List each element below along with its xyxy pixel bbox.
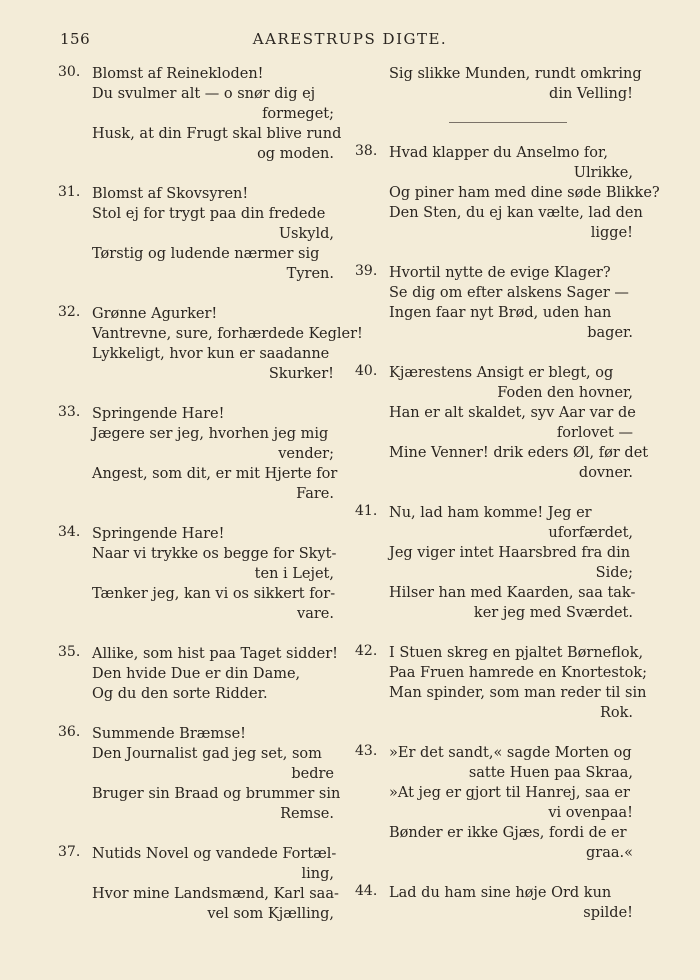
- stanza: [355, 363, 649, 483]
- poem-line: Tørstig og ludende nærmer sig: [92, 246, 320, 262]
- poem-line-continuation: Skurker!: [268, 366, 334, 382]
- stanza-number: 34.: [58, 524, 81, 540]
- poem-line: Mine Venner! drik eders Øl, før det: [389, 445, 649, 461]
- poem-line: Kjærestens Ansigt er blegt, og: [389, 365, 614, 381]
- poem-line: Den Journalist gad jeg set, som: [92, 746, 322, 762]
- poem-line: Stol ej for trygt paa din fredede: [92, 206, 326, 222]
- poem-line: Hvad klapper du Anselmo for,: [389, 145, 608, 161]
- poem-line: »At jeg er gjort til Hanrej, saa er: [389, 785, 630, 801]
- stanza: [355, 503, 637, 623]
- poem-line: Ingen faar nyt Brød, uden han: [389, 305, 612, 321]
- poem-line-continuation: satte Huen paa Skraa,: [468, 765, 633, 781]
- stanza-number: 41.: [355, 503, 378, 519]
- stanza: [355, 143, 660, 243]
- poem-line-continuation: ker jeg med Sværdet.: [473, 605, 633, 621]
- stanza: [355, 263, 637, 343]
- stanza-number: 35.: [58, 644, 81, 660]
- poem-line: Springende Hare!: [92, 406, 225, 422]
- poem-line: Paa Fruen hamrede en Knortestok;: [389, 665, 648, 681]
- poem-line: Angest, som dit, er mit Hjerte for: [92, 466, 338, 482]
- poem-line-continuation: bager.: [587, 325, 633, 341]
- poem-line-continuation: graa.«: [586, 845, 633, 861]
- poem-line: Den hvide Due er din Dame,: [92, 666, 301, 682]
- poem-line-continuation: vel som Kjælling,: [207, 906, 334, 922]
- poem-line-continuation: ligge!: [590, 225, 633, 241]
- stanza-number: 30.: [58, 64, 81, 80]
- stanza-number: 31.: [58, 184, 81, 200]
- poem-line: Allike, som hist paa Taget sidder!: [92, 646, 339, 662]
- left-column: [58, 64, 363, 944]
- stanza: [58, 64, 342, 164]
- poem-line: Husk, at din Frugt skal blive rund: [92, 126, 342, 142]
- poem-line: Jeg viger intet Haarsbred fra din: [389, 545, 631, 561]
- stanza: [58, 404, 338, 504]
- stanza: [58, 644, 338, 704]
- right-column: [355, 64, 660, 943]
- poem-line: Summende Bræmse!: [92, 726, 246, 742]
- poem-line: Og du den sorte Ridder.: [92, 686, 268, 702]
- poem-line-continuation: vare.: [297, 606, 334, 622]
- poem-line-continuation: Foden den hovner,: [497, 385, 633, 401]
- poem-line: I Stuen skreg en pjaltet Børneflok,: [389, 645, 644, 661]
- stanza: [58, 304, 363, 384]
- stanza-number: 38.: [355, 143, 378, 159]
- page-number: 156: [60, 30, 91, 48]
- poem-line: Hilser han med Kaarden, saa tak-: [389, 585, 636, 601]
- poem-line: Du svulmer alt — o snør dig ej: [92, 86, 316, 102]
- poem-line: Naar vi trykke os begge for Skyt-: [92, 546, 337, 562]
- poem-line: Blomst af Skovsyren!: [92, 186, 249, 202]
- poem-line: Springende Hare!: [92, 526, 225, 542]
- poem-line: Hvor mine Landsmænd, Karl saa-: [92, 886, 339, 902]
- poem-line: Lykkeligt, hvor kun er saadanne: [92, 346, 330, 362]
- poem-line: Lad du ham sine høje Ord kun: [389, 885, 612, 901]
- poem-line-continuation: og moden.: [257, 146, 334, 162]
- stanza: [58, 844, 338, 924]
- stanza-number: 32.: [58, 304, 81, 320]
- poem-line: Vantrevne, sure, forhærdede Kegler!: [92, 326, 363, 342]
- poem-line: Bruger sin Braad og brummer sin: [92, 786, 341, 802]
- poem-line: Grønne Agurker!: [92, 306, 218, 322]
- poem-line: Den Sten, du ej kan vælte, lad den: [389, 205, 643, 221]
- poem-line-continuation: Fare.: [296, 486, 334, 502]
- poem-line: Hvortil nytte de evige Klager?: [389, 265, 611, 281]
- poem-line-continuation: uforfærdet,: [548, 525, 633, 541]
- poem-line: »Er det sandt,« sagde Morten og: [389, 745, 632, 761]
- poem-line-continuation: spilde!: [583, 905, 633, 921]
- poem-line: Nutids Novel og vandede Fortæl-: [92, 846, 337, 862]
- stanza-number: 33.: [58, 404, 81, 420]
- running-head: AARESTRUPS DIGTE.: [252, 30, 448, 48]
- stanza-number: 42.: [355, 643, 378, 659]
- stanza-number: 39.: [355, 263, 378, 279]
- poem-line: Og piner ham med dine søde Blikke?: [389, 185, 660, 201]
- poem-line-continuation: dovner.: [578, 465, 633, 481]
- poem-line: Jægere ser jeg, hvorhen jeg mig: [92, 426, 329, 442]
- poem-line: Blomst af Reinekloden!: [92, 66, 264, 82]
- continued-stanza: [355, 64, 642, 104]
- poem-line: Se dig om efter alskens Sager —: [389, 285, 629, 301]
- poem-line: Bønder er ikke Gjæs, fordi de er: [389, 825, 627, 841]
- poem-line: Tænker jeg, kan vi os sikkert for-: [92, 586, 336, 602]
- stanza-number: 43.: [355, 743, 378, 759]
- stanza-number: 37.: [58, 844, 81, 860]
- poem-line: Man spinder, som man reder til sin: [389, 685, 647, 701]
- stanza: [58, 724, 341, 824]
- poem-line-continuation: Tyren.: [286, 266, 334, 282]
- stanza: [58, 184, 338, 284]
- stanza-number: 40.: [355, 363, 378, 379]
- poem-line-continuation: forlovet —: [556, 425, 633, 441]
- stanza-number: 36.: [58, 724, 81, 740]
- poem-line: Sig slikke Munden, rundt omkring: [389, 66, 642, 82]
- poem-line-continuation: ten i Lejet,: [254, 566, 334, 582]
- poem-line-continuation: din Velling!: [549, 86, 633, 102]
- poem-line-continuation: Side;: [595, 565, 633, 581]
- separator-rule: [449, 122, 567, 123]
- stanza-number: 44.: [355, 883, 378, 899]
- poem-line-continuation: vi ovenpaa!: [548, 805, 633, 821]
- poem-line: Nu, lad ham komme! Jeg er: [389, 505, 592, 521]
- poem-line-continuation: Uskyld,: [278, 226, 334, 242]
- poem-line-continuation: Rok.: [599, 705, 633, 721]
- poem-line: Han er alt skaldet, syv Aar var de: [389, 405, 636, 421]
- poem-line-continuation: Remse.: [280, 806, 334, 822]
- stanza: [355, 743, 637, 863]
- stanza: [58, 524, 338, 624]
- poem-line-continuation: Ulrikke,: [573, 165, 633, 181]
- poem-line-continuation: bedre: [291, 766, 334, 782]
- stanza: [355, 643, 648, 723]
- poem-line-continuation: formeget;: [262, 106, 334, 122]
- poem-line-continuation: ling,: [301, 866, 334, 882]
- stanza: [355, 883, 637, 923]
- poem-line-continuation: vender;: [278, 446, 334, 462]
